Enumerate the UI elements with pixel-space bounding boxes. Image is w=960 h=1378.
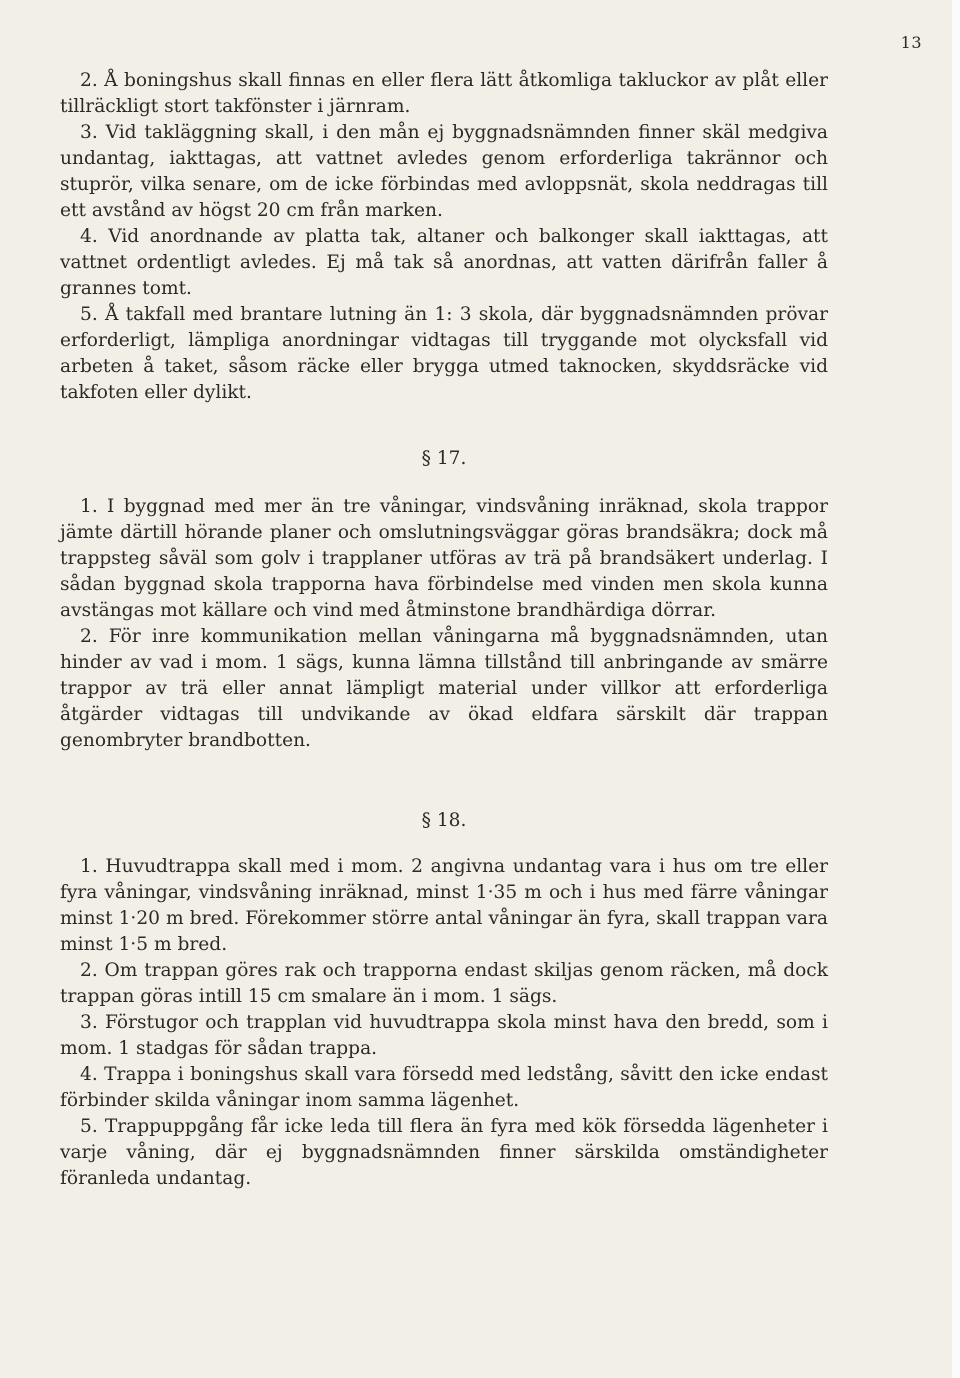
paragraph: 2. Om trappan göres rak och trapporna endast skiljas genom räcken, må dock trappan göras intill 15 cm smalare än i mom. 1 sägs. xyxy=(60,960,828,1007)
section-heading-17: § 17. xyxy=(421,448,467,469)
section-heading-18: § 18. xyxy=(421,810,467,831)
paragraph: 1. I byggnad med mer än tre våningar, vindsvåning inräknad, skola trappor jämte därtill hörande planer och omslutningsväggar göras brandsäkra; dock må trappsteg såväl som golv i trapplaner utföras av trä på brandsäkert underlag. I sådan byggnad skola trapporna hava förbindelse med vinden men skola kunna avstängas mot källare och vind med åtminstone brandhärdiga dörrar. xyxy=(60,496,828,621)
paragraph: 4. Trappa i boningshus skall vara försedd med ledstång, såvitt den icke endast förbinder skilda våningar inom samma lägenhet. xyxy=(60,1064,828,1111)
paragraph: 2. Å boningshus skall finnas en eller flera lätt åtkomliga takluckor av plåt eller tillräckligt stort takfönster i järnram. xyxy=(60,70,828,117)
page-edge-margin xyxy=(952,0,960,1378)
paragraph: 2. För inre kommunikation mellan våningarna må byggnadsnämnden, utan hinder av vad i mom. 1 sägs, kunna lämna tillstånd till anbringande av smärre trappor av trä eller annat lämpligt material under villkor att erforderliga åtgärder vidtagas till undvikande av ökad eldfara särskilt där trappan genombryter brandbotten. xyxy=(60,626,828,751)
page-number: 13 xyxy=(900,33,922,52)
paragraph: 1. Huvudtrappa skall med i mom. 2 angivna undantag vara i hus om tre eller fyra våningar, vindsvåning inräknad, minst 1·35 m och i hus med färre våningar minst 1·20 m bred. Förekommer större antal våningar än fyra, skall trappan vara minst 1·5 m bred. xyxy=(60,856,828,955)
page-body xyxy=(60,68,828,1192)
paragraph: 3. Vid takläggning skall, i den mån ej byggnadsnämnden finner skäl medgiva undantag, iakttagas, att vattnet avledes genom erforderliga takrännor och stuprör, vilka senare, om de icke förbindas med avloppsnät, skola neddragas till ett avstånd av högst 20 cm från marken. xyxy=(60,122,828,221)
paragraph: 4. Vid anordnande av platta tak, altaner och balkonger skall iakttagas, att vattnet ordentligt avledes. Ej må tak så anordnas, att vatten därifrån faller å grannes tomt. xyxy=(60,226,828,299)
paragraph: 5. Trappuppgång får icke leda till flera än fyra med kök försedda lägenheter i varje våning, där ej byggnadsnämnden finner särskilda omständigheter föranleda undantag. xyxy=(60,1116,828,1189)
paragraph: 5. Å takfall med brantare lutning än 1: 3 skola, där byggnadsnämnden prövar erforderligt, lämpliga anordningar vidtagas till tryggande mot olycksfall vid arbeten å taket, såsom räcke eller brygga utmed taknocken, skyddsräcke vid takfoten eller dylikt. xyxy=(60,304,828,403)
paragraph: 3. Förstugor och trapplan vid huvudtrappa skola minst hava den bredd, som i mom. 1 stadgas för sådan trappa. xyxy=(60,1012,828,1059)
